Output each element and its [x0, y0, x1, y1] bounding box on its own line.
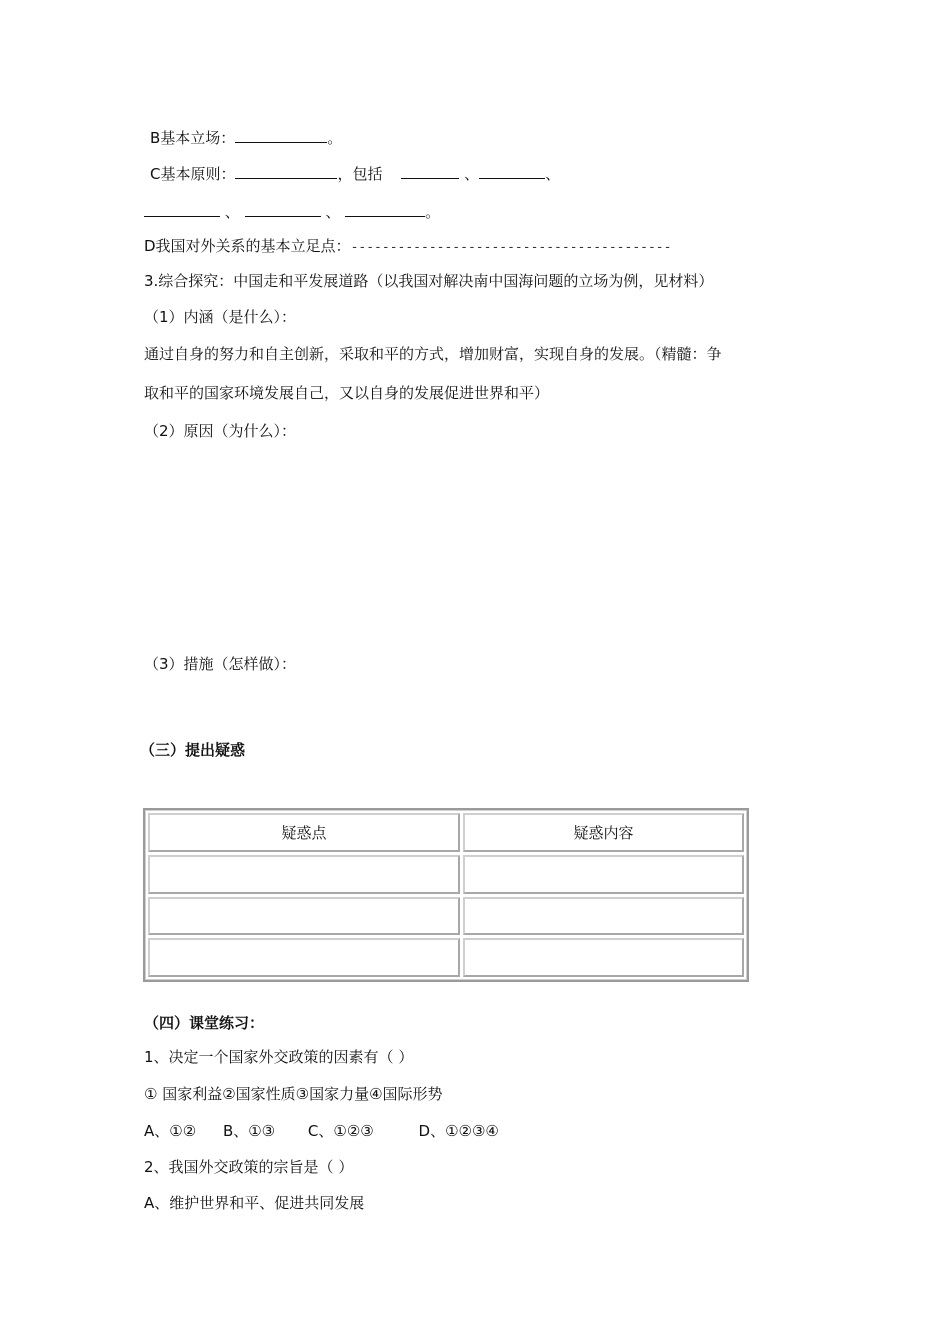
principle-end: 。 — [425, 203, 441, 221]
foothold-label: D我国对外关系的基本立足点： — [144, 237, 351, 255]
basic-principle-line — [150, 164, 560, 184]
reason-label: （2）原因（为什么）： — [144, 422, 297, 440]
basic-stance-line — [150, 128, 342, 148]
question-2-option-a[interactable]: A、维护世界和平、促进共同发展 — [144, 1194, 365, 1212]
basic-principle-line-2 — [144, 202, 440, 222]
principle-sep: 、 — [464, 165, 480, 183]
doubt-content-cell[interactable] — [463, 897, 744, 936]
basic-principle-label: C基本原则： — [150, 165, 236, 183]
measure-label: （3）措施（怎样做）： — [144, 655, 297, 673]
doubts-heading: （三）提出疑惑 — [140, 741, 246, 759]
doubt-content-header: 疑惑内容 — [463, 813, 744, 852]
question-1-options — [144, 1121, 499, 1141]
basic-stance-blank[interactable] — [235, 128, 327, 143]
question-2: 2、我国外交政策的宗旨是（ ） — [144, 1158, 354, 1176]
table-row — [148, 855, 744, 894]
doubt-content-cell[interactable] — [463, 938, 744, 977]
basic-stance-label: B基本立场： — [150, 129, 236, 147]
doubt-point-header: 疑惑点 — [148, 813, 460, 852]
option-a[interactable]: A、①② — [144, 1122, 197, 1140]
question-1: 1、决定一个国家外交政策的因素有（ ） — [144, 1048, 414, 1066]
explore-heading: 3.综合探究：中国走和平发展道路（以我国对解决南中国海问题的立场为例，见材料） — [144, 272, 714, 290]
principle-blank-3[interactable] — [144, 202, 220, 217]
doubts-table — [143, 808, 749, 982]
principle-blank-2[interactable] — [479, 164, 545, 179]
table-row — [148, 938, 744, 977]
practice-heading: （四）课堂练习： — [144, 1014, 265, 1032]
table-header-row — [148, 813, 744, 852]
foothold-line — [144, 236, 671, 258]
option-b[interactable]: B、①③ — [222, 1122, 276, 1140]
principle-sep: 、 — [545, 165, 561, 183]
principle-sep: 、 — [224, 203, 240, 221]
connotation-text-1: 通过自身的努力和自主创新，采取和平的方式，增加财富，实现自身的发展。（精髓：争 — [144, 345, 722, 363]
doubt-point-cell[interactable] — [148, 938, 460, 977]
option-d[interactable]: D、①②③④ — [418, 1122, 499, 1140]
principle-sep: 、 — [325, 203, 341, 221]
basic-stance-end: 。 — [327, 129, 343, 147]
foothold-dashes: ----------------------------------------- — [350, 240, 672, 255]
basic-principle-blank[interactable] — [235, 164, 337, 179]
doubt-content-cell[interactable] — [463, 855, 744, 894]
table-row — [148, 897, 744, 936]
connotation-text-2: 取和平的国家环境发展自己，又以自身的发展促进世界和平） — [144, 384, 550, 402]
doubt-point-cell[interactable] — [148, 897, 460, 936]
doubt-point-cell[interactable] — [148, 855, 460, 894]
principle-blank-1[interactable] — [401, 164, 459, 179]
principle-blank-5[interactable] — [345, 202, 425, 217]
connotation-label: （1）内涵（是什么）： — [144, 308, 297, 326]
principle-blank-4[interactable] — [245, 202, 321, 217]
question-1-items: ① 国家利益②国家性质③国家力量④国际形势 — [144, 1085, 443, 1103]
basic-principle-middle: ，包括 — [337, 165, 383, 183]
option-c[interactable]: C、①②③ — [307, 1122, 374, 1140]
